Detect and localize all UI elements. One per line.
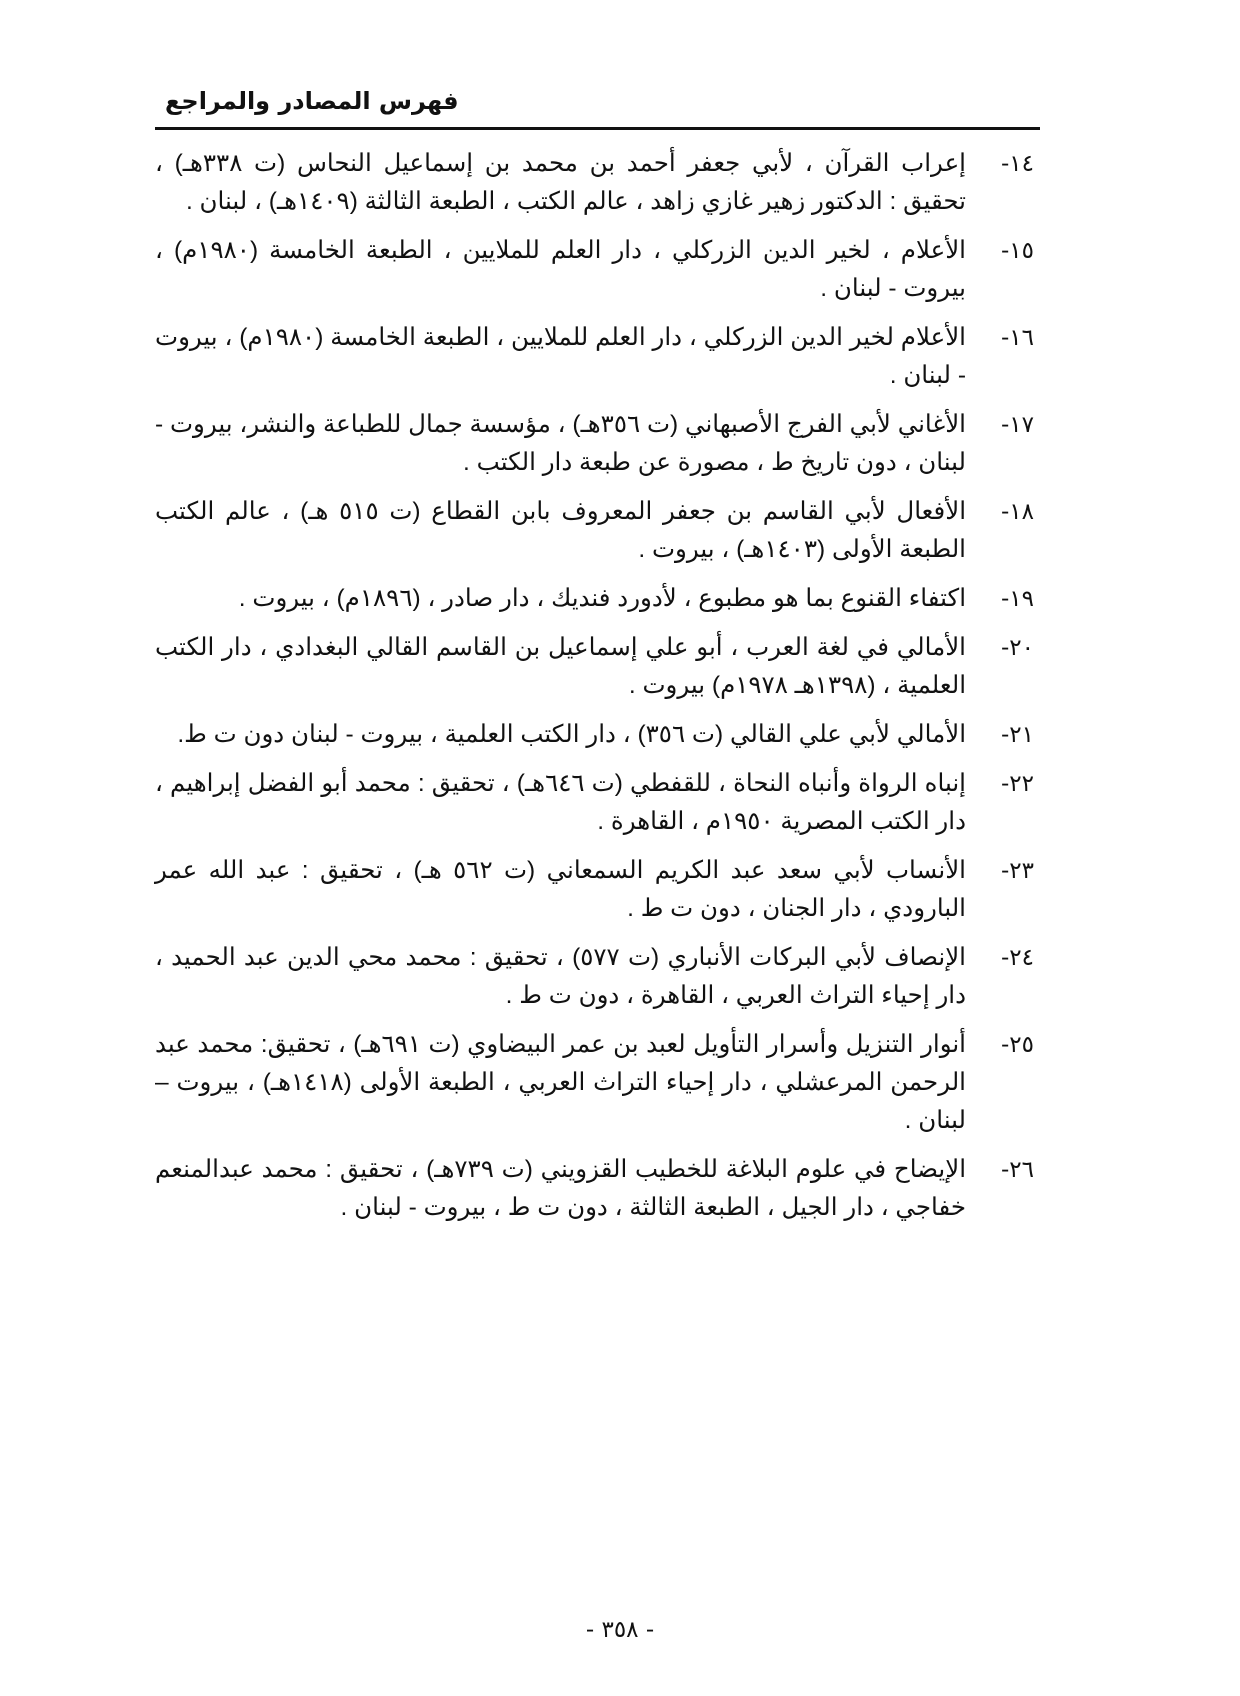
entry-number: ٢٥- — [1000, 1032, 1034, 1058]
reference-entry — [155, 493, 1040, 569]
entry-text: الأمالي في لغة العرب ، أبو علي إسماعيل بن القاسم القالي البغدادي ، دار الكتب العلمية ، (١٣٩٨هـ ١٩٧٨م) بيروت . — [155, 634, 966, 699]
reference-entry — [155, 629, 1040, 705]
entry-text: أنوار التنزيل وأسرار التأويل لعبد بن عمر البيضاوي (ت ٦٩١هـ) ، تحقيق: محمد عبد الرحمن المرعشلي ، دار إحياء التراث العربي ، الطبعة الأولى (١٤١٨هـ) ، بيروت – لبنان . — [155, 1031, 966, 1134]
entry-text: إعراب القرآن ، لأبي جعفر أحمد بن محمد بن إسماعيل النحاس (ت ٣٣٨هـ) ، تحقيق : الدكتور زهير غازي زاهد ، عالم الكتب ، الطبعة الثالثة (١٤٠٩هـ) ، لبنان . — [155, 150, 966, 215]
entry-text: الأعلام ، لخير الدين الزركلي ، دار العلم للملايين ، الطبعة الخامسة (١٩٨٠م) ، بيروت - لبنان . — [155, 237, 966, 302]
references-list — [155, 145, 1040, 1238]
entry-text: اكتفاء القنوع بما هو مطبوع ، لأدورد فنديك ، دار صادر ، (١٨٩٦م) ، بيروت . — [238, 585, 966, 612]
reference-entry — [155, 406, 1040, 482]
entry-text: الأنساب لأبي سعد عبد الكريم السمعاني (ت ٥٦٢ هـ) ، تحقيق : عبد الله عمر البارودي ، دار الجنان ، دون ت ط . — [155, 857, 966, 922]
reference-entry — [155, 765, 1040, 841]
entry-number: ٢٦- — [1000, 1157, 1034, 1183]
reference-entry — [155, 232, 1040, 308]
entry-text: الإيضاح في علوم البلاغة للخطيب القزويني (ت ٧٣٩هـ) ، تحقيق : محمد عبدالمنعم خفاجي ، دار الجيل ، الطبعة الثالثة ، دون ت ط ، بيروت - لبنان . — [155, 1156, 967, 1221]
reference-entry — [155, 1026, 1040, 1140]
entry-text: الإنصاف لأبي البركات الأنباري (ت ٥٧٧) ، تحقيق : محمد محي الدين عبد الحميد ، دار إحياء التراث العربي ، القاهرة ، دون ت ط . — [155, 944, 966, 1009]
entry-text: الأمالي لأبي علي القالي (ت ٣٥٦) ، دار الكتب العلمية ، بيروت - لبنان دون ت ط. — [177, 721, 966, 748]
entry-number: ١٦- — [1000, 325, 1034, 351]
reference-entry — [155, 319, 1040, 395]
entry-number: ١٤- — [1000, 151, 1034, 177]
entry-number: ٢٣- — [1000, 858, 1034, 884]
page-number: - ٣٥٨ - — [585, 1617, 655, 1643]
reference-entry — [155, 939, 1040, 1015]
entry-number: ١٧- — [1000, 412, 1034, 438]
entry-number: ١٥- — [1000, 238, 1034, 264]
entry-number: ٢٢- — [1000, 771, 1034, 797]
entry-number: ١٨- — [1000, 499, 1034, 525]
reference-entry — [155, 716, 1040, 754]
reference-entry — [155, 1151, 1040, 1227]
entry-number: ٢٤- — [1000, 945, 1034, 971]
entry-number: ٢١- — [1000, 722, 1034, 748]
reference-entry — [155, 145, 1040, 221]
reference-entry — [155, 580, 1040, 618]
page-header — [155, 84, 1040, 130]
entry-text: الأعلام لخير الدين الزركلي ، دار العلم للملايين ، الطبعة الخامسة (١٩٨٠م) ، بيروت - لبنان . — [155, 324, 966, 389]
entry-number: ١٩- — [1000, 586, 1034, 612]
entry-text: الأفعال لأبي القاسم بن جعفر المعروف بابن القطاع (ت ٥١٥ هـ) ، عالم الكتب الطبعة الأولى (١٤٠٣هـ) ، بيروت . — [155, 498, 966, 563]
entry-number: ٢٠- — [1000, 635, 1034, 661]
entry-text: إنباه الرواة وأنباه النحاة ، للقفطي (ت ٦٤٦هـ) ، تحقيق : محمد أبو الفضل إبراهيم ، دار الكتب المصرية ١٩٥٠م ، القاهرة . — [155, 770, 966, 835]
header-title: فهرس المصادر والمراجع — [165, 87, 459, 115]
reference-entry — [155, 852, 1040, 928]
entry-text: الأغاني لأبي الفرج الأصبهاني (ت ٣٥٦هـ) ، مؤسسة جمال للطباعة والنشر، بيروت - لبنان ، دون تاريخ ط ، مصورة عن طبعة دار الكتب . — [155, 411, 966, 476]
